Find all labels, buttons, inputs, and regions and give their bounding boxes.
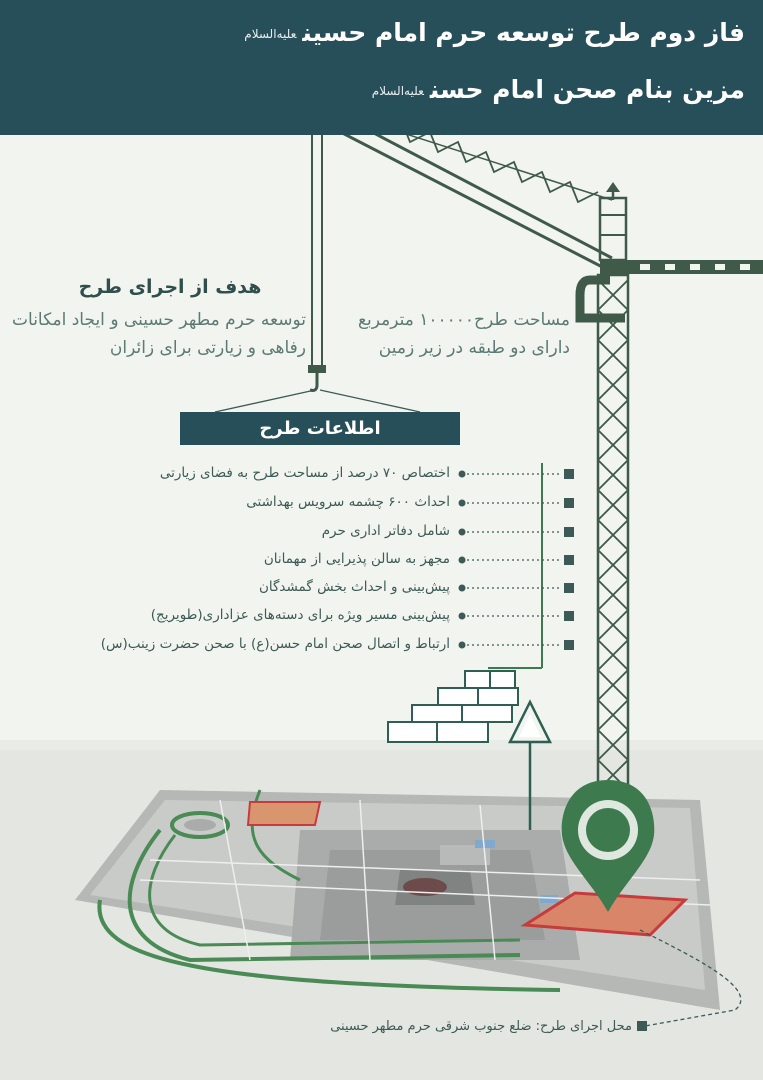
header-title-line1 xyxy=(244,18,745,47)
bricks-icon xyxy=(388,671,518,742)
honorific-label: علیه‌السلام xyxy=(371,84,424,98)
area-text: مساحت طرح۱۰۰۰۰۰ مترمربع دارای دو طبقه در زیر زمین xyxy=(357,310,570,358)
header-line2-text: مزین بنام صحن امام حسن xyxy=(429,75,745,104)
feature-item: پیش‌بینی مسیر ویژه برای دسته‌های عزاداری(طویریج) xyxy=(150,607,450,623)
hook-icon xyxy=(215,373,420,412)
feature-item: اختصاص ۷۰ درصد از مساحت طرح به فضای زیارتی xyxy=(159,465,450,481)
goal-title: هدف از اجرای طرح xyxy=(78,276,262,298)
feature-item: مجهز به سالن پذیرایی از مهمانان xyxy=(263,551,450,567)
feature-item: ارتباط و اتصال صحن امام حسن(ع) با صحن حضرت زینب(س) xyxy=(100,636,450,652)
goal-text: توسعه حرم مطهر حسینی و ایجاد امکانات رفاهی و زیارتی برای زائران xyxy=(12,310,306,358)
header-line1-text: فاز دوم طرح توسعه حرم امام حسین xyxy=(302,18,745,47)
info-title-banner: اطلاعات طرح xyxy=(180,412,460,445)
location-caption: محل اجرای طرح: ضلع جنوب شرقی حرم مطهر حسینی xyxy=(330,1019,632,1034)
honorific-label: علیه‌السلام xyxy=(244,27,297,41)
feature-item: شامل دفاتر اداری حرم xyxy=(321,523,450,539)
feature-item: احداث ۶۰۰ چشمه سرویس بهداشتی xyxy=(246,494,450,510)
feature-item: پیش‌بینی و احداث بخش گمشدگان xyxy=(258,579,450,595)
header-title-line2 xyxy=(372,75,745,104)
header-banner xyxy=(0,0,763,135)
